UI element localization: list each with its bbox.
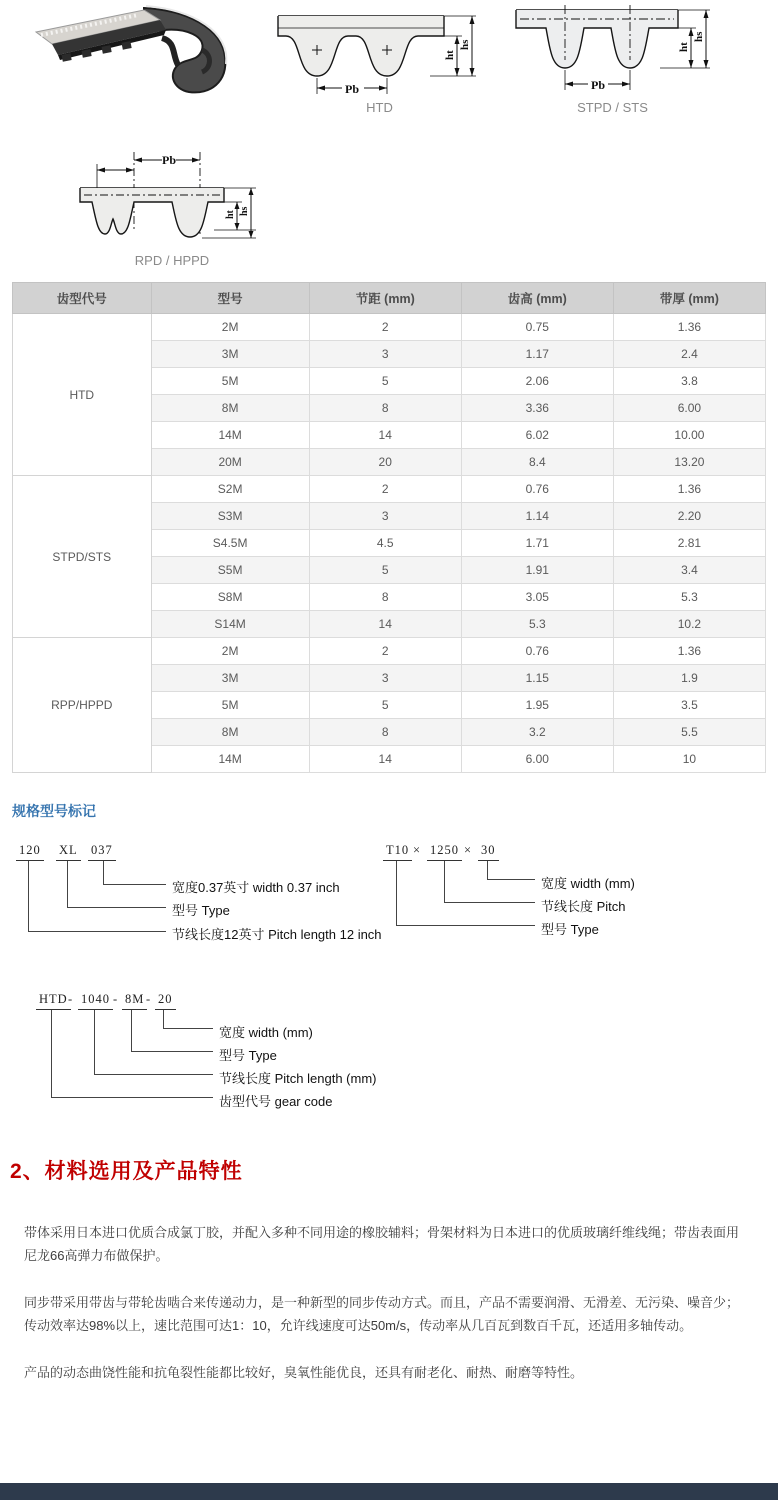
marking-section-title: 规格型号标记 bbox=[12, 803, 96, 819]
cell: 0.75 bbox=[461, 314, 613, 341]
materials-paragraph-1: 带体采用日本进口优质合成氯丁胶，并配入多种不同用途的橡胶辅料；骨架材料为日本进口的优质玻璃纤维线绳；带齿表面用尼龙66高弹力布做保护。 bbox=[24, 1225, 740, 1263]
cell: 14 bbox=[309, 746, 461, 773]
materials-section bbox=[0, 1155, 778, 1384]
marking3-token-length: 1040 bbox=[78, 992, 113, 1010]
cell: 1.9 bbox=[613, 665, 765, 692]
marking1-label-length: 节线长度12英寸 Pitch length 12 inch bbox=[172, 927, 382, 942]
cell: 8 bbox=[309, 584, 461, 611]
cell: 3.8 bbox=[613, 368, 765, 395]
group-code-cell: RPP/HPPD bbox=[13, 638, 152, 773]
cell: 5 bbox=[309, 692, 461, 719]
htd-pb-label: Pb bbox=[344, 82, 360, 96]
htd-hs-label: hs bbox=[459, 39, 471, 50]
times-separator: × bbox=[464, 843, 472, 857]
materials-paragraph-2: 同步带采用带齿与带轮齿啮合来传递动力，是一种新型的同步传动方式。而且，产品不需要润滑、无滑差、无污染、噪音少；传动效率达98%以上，速比范围可达1：10，允许线速度可达50m/s，传动率从几百瓦到数百千瓦，还适用多轴传动。 bbox=[24, 1295, 740, 1333]
cell: 8 bbox=[309, 395, 461, 422]
cell: 14M bbox=[151, 746, 309, 773]
table-row bbox=[13, 314, 766, 341]
stpd-hs-label: hs bbox=[693, 31, 705, 42]
rpd-hs-label: hs bbox=[239, 206, 250, 216]
group-rpp bbox=[13, 638, 766, 773]
cell: 3M bbox=[151, 341, 309, 368]
marking3-token-gearcode: HTD bbox=[36, 992, 71, 1010]
cell: 1.71 bbox=[461, 530, 613, 557]
cell: 3M bbox=[151, 665, 309, 692]
cell: S8M bbox=[151, 584, 309, 611]
cell: 2 bbox=[309, 476, 461, 503]
marking1-label-width: 宽度0.37英寸 width 0.37 inch bbox=[172, 880, 340, 895]
dash-separator: - bbox=[68, 992, 73, 1006]
cell: 2M bbox=[151, 638, 309, 665]
cell: 2 bbox=[309, 314, 461, 341]
cell: 1.17 bbox=[461, 341, 613, 368]
marking-section bbox=[0, 799, 778, 1133]
htd-profile-diagram bbox=[272, 6, 487, 101]
marking1-token-type: XL bbox=[56, 843, 81, 861]
cell: 2.06 bbox=[461, 368, 613, 395]
cell: 6.00 bbox=[461, 746, 613, 773]
connector-line bbox=[51, 1010, 213, 1098]
cell: S2M bbox=[151, 476, 309, 503]
table-row bbox=[13, 638, 766, 665]
marking3-label-pitch: 节线长度 Pitch length (mm) bbox=[219, 1071, 377, 1086]
cell: 1.91 bbox=[461, 557, 613, 584]
table-header-row bbox=[13, 283, 766, 314]
rpd-ht-label: ht bbox=[225, 210, 236, 219]
cell: 4.5 bbox=[309, 530, 461, 557]
cell: 3.2 bbox=[461, 719, 613, 746]
cell: 1.15 bbox=[461, 665, 613, 692]
cell: 6.00 bbox=[613, 395, 765, 422]
cell: 2.4 bbox=[613, 341, 765, 368]
cell: S14M bbox=[151, 611, 309, 638]
stpd-pb-label: Pb bbox=[590, 78, 606, 92]
times-separator: × bbox=[413, 843, 421, 857]
cell: 5.3 bbox=[613, 584, 765, 611]
col-header-pitch: 节距 (mm) bbox=[309, 283, 461, 314]
stpd-caption: STPD / STS bbox=[577, 100, 648, 115]
cell: 10 bbox=[613, 746, 765, 773]
marking3-token-width: 20 bbox=[155, 992, 176, 1010]
cell: 3.4 bbox=[613, 557, 765, 584]
cell: 13.20 bbox=[613, 449, 765, 476]
group-htd bbox=[13, 314, 766, 476]
cell: 5 bbox=[309, 557, 461, 584]
group-code-cell: HTD bbox=[13, 314, 152, 476]
marking2-token-pitch: 1250 bbox=[427, 843, 462, 861]
cell: 3.05 bbox=[461, 584, 613, 611]
cell: 3.5 bbox=[613, 692, 765, 719]
marking1-token-width: 037 bbox=[88, 843, 116, 861]
cell: S4.5M bbox=[151, 530, 309, 557]
cell: 2M bbox=[151, 314, 309, 341]
timing-belt-photo bbox=[26, 2, 238, 97]
dash-separator: - bbox=[113, 992, 118, 1006]
connector-line bbox=[28, 861, 166, 932]
cell: 20 bbox=[309, 449, 461, 476]
cell: 6.02 bbox=[461, 422, 613, 449]
cell: 1.14 bbox=[461, 503, 613, 530]
col-header-tooth-height: 齿高 (mm) bbox=[461, 283, 613, 314]
cell: 8 bbox=[309, 719, 461, 746]
htd-caption: HTD bbox=[366, 100, 393, 115]
cell: S5M bbox=[151, 557, 309, 584]
cell: 3 bbox=[309, 503, 461, 530]
hero-section bbox=[0, 0, 778, 282]
marking2-label-width: 宽度 width (mm) bbox=[541, 876, 635, 891]
cell: 0.76 bbox=[461, 476, 613, 503]
marking2-token-width: 30 bbox=[478, 843, 499, 861]
rpd-caption: RPD / HPPD bbox=[134, 253, 210, 268]
cell: 10.2 bbox=[613, 611, 765, 638]
marking3-label-width: 宽度 width (mm) bbox=[219, 1025, 313, 1040]
rpd-pb-label: Pb bbox=[161, 153, 177, 167]
marking2-label-pitch: 节线长度 Pitch bbox=[541, 899, 626, 914]
spec-table-section bbox=[12, 282, 766, 773]
cell: 3 bbox=[309, 665, 461, 692]
cell: 5M bbox=[151, 692, 309, 719]
footer-bar bbox=[0, 1483, 778, 1500]
stpd-profile-diagram bbox=[510, 2, 715, 100]
col-header-belt-thickness: 带厚 (mm) bbox=[613, 283, 765, 314]
cell: 3.36 bbox=[461, 395, 613, 422]
cell: 1.36 bbox=[613, 314, 765, 341]
marking2-token-type: T10 bbox=[383, 843, 412, 861]
marking1-label-type: 型号 Type bbox=[172, 903, 230, 918]
cell: 5M bbox=[151, 368, 309, 395]
cell: 1.36 bbox=[613, 638, 765, 665]
cell: 2 bbox=[309, 638, 461, 665]
dash-separator: - bbox=[146, 992, 151, 1006]
marking1-token-length: 120 bbox=[16, 843, 44, 861]
belt-spec-table bbox=[12, 282, 766, 773]
cell: 14 bbox=[309, 611, 461, 638]
group-code-cell: STPD/STS bbox=[13, 476, 152, 638]
connector-line bbox=[396, 861, 535, 926]
cell: 10.00 bbox=[613, 422, 765, 449]
cell: 1.36 bbox=[613, 476, 765, 503]
cell: 20M bbox=[151, 449, 309, 476]
group-stpd bbox=[13, 476, 766, 638]
cell: 14M bbox=[151, 422, 309, 449]
cell: 8.4 bbox=[461, 449, 613, 476]
marking3-label-gearcode: 齿型代号 gear code bbox=[219, 1094, 333, 1109]
stpd-ht-label: ht bbox=[678, 42, 690, 52]
cell: 0.76 bbox=[461, 638, 613, 665]
col-header-model: 型号 bbox=[151, 283, 309, 314]
col-header-gear-code: 齿型代号 bbox=[13, 283, 152, 314]
cell: 5.3 bbox=[461, 611, 613, 638]
cell: 8M bbox=[151, 395, 309, 422]
cell: 1.95 bbox=[461, 692, 613, 719]
cell: 5 bbox=[309, 368, 461, 395]
materials-heading: 2、材料选用及产品特性 bbox=[10, 1160, 243, 1183]
cell: 5.5 bbox=[613, 719, 765, 746]
cell: 2.20 bbox=[613, 503, 765, 530]
marking3-token-type: 8M bbox=[122, 992, 147, 1010]
materials-paragraph-3: 产品的动态曲饶性能和抗龟裂性能都比较好，臭氧性能优良，还具有耐老化、耐热、耐磨等特性。 bbox=[24, 1365, 584, 1380]
cell: 14 bbox=[309, 422, 461, 449]
marking2-label-type: 型号 Type bbox=[541, 922, 599, 937]
cell: 2.81 bbox=[613, 530, 765, 557]
htd-ht-label: ht bbox=[444, 50, 456, 60]
rpd-profile-diagram bbox=[72, 150, 272, 250]
cell: 8M bbox=[151, 719, 309, 746]
table-row bbox=[13, 476, 766, 503]
marking3-label-type: 型号 Type bbox=[219, 1048, 277, 1063]
cell: 3 bbox=[309, 341, 461, 368]
cell: S3M bbox=[151, 503, 309, 530]
